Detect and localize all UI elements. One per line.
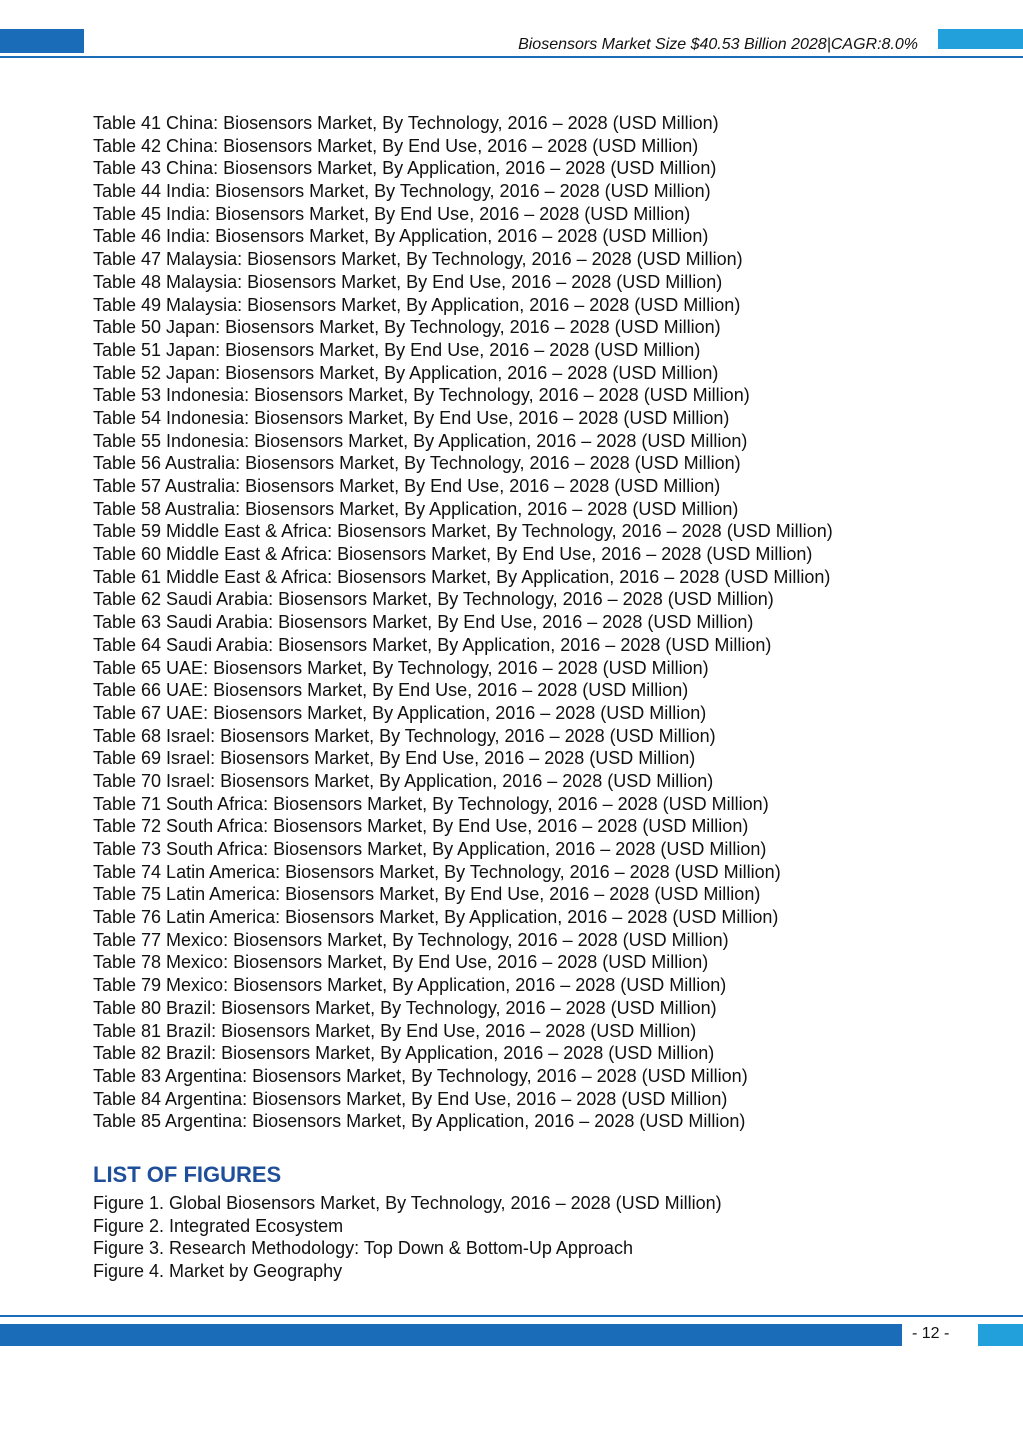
table-entry: Table 85 Argentina: Biosensors Market, By Application, 2016 – 2028 (USD Million) xyxy=(93,1111,746,1132)
list-of-tables xyxy=(93,112,953,1133)
table-entry: Table 82 Brazil: Biosensors Market, By Application, 2016 – 2028 (USD Million) xyxy=(93,1043,715,1064)
table-entry: Table 48 Malaysia: Biosensors Market, By End Use, 2016 – 2028 (USD Million) xyxy=(93,271,723,292)
table-entry: Table 79 Mexico: Biosensors Market, By Application, 2016 – 2028 (USD Million) xyxy=(93,975,727,996)
footer-divider xyxy=(0,1315,1023,1317)
table-entry: Table 61 Middle East & Africa: Biosensors Market, By Application, 2016 – 2028 (USD Million) xyxy=(93,566,831,587)
figure-entry: Figure 1. Global Biosensors Market, By Technology, 2016 – 2028 (USD Million) xyxy=(93,1192,722,1213)
table-entry: Table 41 China: Biosensors Market, By Technology, 2016 – 2028 (USD Million) xyxy=(93,113,719,133)
figure-entry: Figure 2. Integrated Ecosystem xyxy=(93,1215,344,1236)
table-entry: Table 71 South Africa: Biosensors Market, By Technology, 2016 – 2028 (USD Million) xyxy=(93,793,769,814)
table-entry: Table 66 UAE: Biosensors Market, By End Use, 2016 – 2028 (USD Million) xyxy=(93,680,689,701)
table-entry: Table 47 Malaysia: Biosensors Market, By Technology, 2016 – 2028 (USD Million) xyxy=(93,249,743,270)
table-entry: Table 72 South Africa: Biosensors Market, By End Use, 2016 – 2028 (USD Million) xyxy=(93,816,749,837)
footer-bar xyxy=(0,1324,902,1346)
table-entry: Table 51 Japan: Biosensors Market, By End Use, 2016 – 2028 (USD Million) xyxy=(93,339,701,360)
header-title: Biosensors Market Size $40.53 Billion 2028|CAGR:8.0% xyxy=(518,36,918,53)
figure-entry: Figure 4. Market by Geography xyxy=(93,1261,343,1281)
table-entry: Table 63 Saudi Arabia: Biosensors Market, By End Use, 2016 – 2028 (USD Million) xyxy=(93,612,754,633)
table-entry: Table 84 Argentina: Biosensors Market, By End Use, 2016 – 2028 (USD Million) xyxy=(93,1088,728,1109)
table-entry: Table 49 Malaysia: Biosensors Market, By Application, 2016 – 2028 (USD Million) xyxy=(93,294,741,315)
table-entry: Table 81 Brazil: Biosensors Market, By End Use, 2016 – 2028 (USD Million) xyxy=(93,1020,697,1041)
table-entry: Table 58 Australia: Biosensors Market, By Application, 2016 – 2028 (USD Million) xyxy=(93,498,739,519)
header-accent-right xyxy=(938,29,1023,49)
table-entry: Table 68 Israel: Biosensors Market, By Technology, 2016 – 2028 (USD Million) xyxy=(93,725,716,746)
table-entry: Table 46 India: Biosensors Market, By Application, 2016 – 2028 (USD Million) xyxy=(93,226,709,247)
table-entry: Table 75 Latin America: Biosensors Market, By End Use, 2016 – 2028 (USD Million) xyxy=(93,884,761,905)
page-number: - 12 - xyxy=(912,1325,950,1342)
table-entry: Table 76 Latin America: Biosensors Market, By Application, 2016 – 2028 (USD Million) xyxy=(93,907,779,928)
table-entry: Table 54 Indonesia: Biosensors Market, By End Use, 2016 – 2028 (USD Million) xyxy=(93,407,730,428)
list-of-figures xyxy=(93,1192,953,1283)
table-entry: Table 74 Latin America: Biosensors Market, By Technology, 2016 – 2028 (USD Million) xyxy=(93,861,781,882)
table-entry: Table 69 Israel: Biosensors Market, By End Use, 2016 – 2028 (USD Million) xyxy=(93,748,696,769)
table-entry: Table 45 India: Biosensors Market, By End Use, 2016 – 2028 (USD Million) xyxy=(93,203,691,224)
table-entry: Table 70 Israel: Biosensors Market, By Application, 2016 – 2028 (USD Million) xyxy=(93,770,714,791)
header-divider xyxy=(0,56,1023,58)
table-entry: Table 78 Mexico: Biosensors Market, By End Use, 2016 – 2028 (USD Million) xyxy=(93,952,709,973)
table-entry: Table 67 UAE: Biosensors Market, By Application, 2016 – 2028 (USD Million) xyxy=(93,702,707,723)
list-of-figures-heading: LIST OF FIGURES xyxy=(93,1161,282,1187)
table-entry: Table 64 Saudi Arabia: Biosensors Market, By Application, 2016 – 2028 (USD Million) xyxy=(93,634,772,655)
header-accent-left xyxy=(0,29,84,53)
table-entry: Table 42 China: Biosensors Market, By End Use, 2016 – 2028 (USD Million) xyxy=(93,135,699,156)
table-entry: Table 65 UAE: Biosensors Market, By Technology, 2016 – 2028 (USD Million) xyxy=(93,657,709,678)
table-entry: Table 59 Middle East & Africa: Biosensors Market, By Technology, 2016 – 2028 (USD Million) xyxy=(93,521,833,542)
figure-entry: Figure 3. Research Methodology: Top Down & Bottom-Up Approach xyxy=(93,1238,633,1259)
table-entry: Table 53 Indonesia: Biosensors Market, By Technology, 2016 – 2028 (USD Million) xyxy=(93,385,750,406)
table-entry: Table 50 Japan: Biosensors Market, By Technology, 2016 – 2028 (USD Million) xyxy=(93,317,721,338)
table-entry: Table 56 Australia: Biosensors Market, By Technology, 2016 – 2028 (USD Million) xyxy=(93,453,741,474)
table-entry: Table 52 Japan: Biosensors Market, By Application, 2016 – 2028 (USD Million) xyxy=(93,362,719,383)
table-entry: Table 55 Indonesia: Biosensors Market, By Application, 2016 – 2028 (USD Million) xyxy=(93,430,748,451)
table-entry: Table 57 Australia: Biosensors Market, By End Use, 2016 – 2028 (USD Million) xyxy=(93,476,721,496)
table-entry: Table 62 Saudi Arabia: Biosensors Market, By Technology, 2016 – 2028 (USD Million) xyxy=(93,589,774,610)
table-entry: Table 73 South Africa: Biosensors Market, By Application, 2016 – 2028 (USD Million) xyxy=(93,839,767,859)
footer-accent-right xyxy=(978,1324,1023,1346)
table-entry: Table 43 China: Biosensors Market, By Application, 2016 – 2028 (USD Million) xyxy=(93,158,717,179)
document-body xyxy=(93,112,953,1283)
table-entry: Table 77 Mexico: Biosensors Market, By Technology, 2016 – 2028 (USD Million) xyxy=(93,929,729,950)
table-entry: Table 44 India: Biosensors Market, By Technology, 2016 – 2028 (USD Million) xyxy=(93,181,711,202)
table-entry: Table 83 Argentina: Biosensors Market, By Technology, 2016 – 2028 (USD Million) xyxy=(93,1065,748,1086)
table-entry: Table 60 Middle East & Africa: Biosensors Market, By End Use, 2016 – 2028 (USD Million) xyxy=(93,544,813,565)
table-entry: Table 80 Brazil: Biosensors Market, By Technology, 2016 – 2028 (USD Million) xyxy=(93,997,717,1018)
